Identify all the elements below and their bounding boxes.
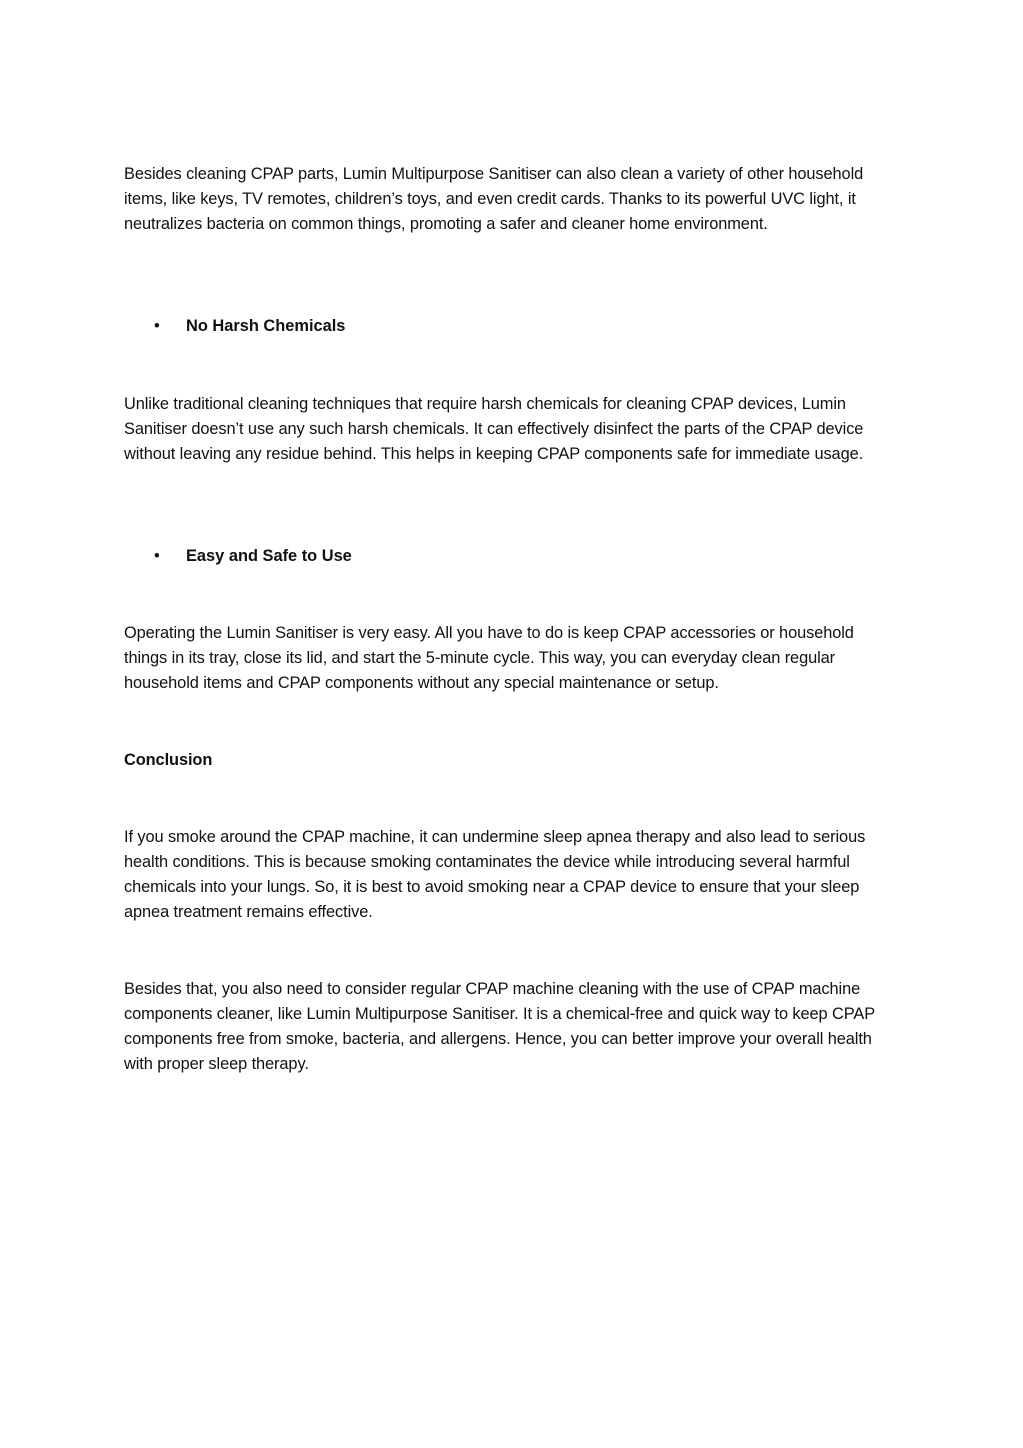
- no-harsh-chemicals-paragraph: Unlike traditional cleaning techniques that require harsh chemicals for cleaning CPAP devices, Lumin Sanitiser doesn’t use any such harsh chemicals. It can effectively disinfect the parts of the CPAP device without leaving any residue behind. This helps in keeping CPAP components safe for immediate usage.: [124, 395, 864, 463]
- bullet-label: Easy and Safe to Use: [186, 547, 352, 565]
- conclusion-paragraph-1: If you smoke around the CPAP machine, it can undermine sleep apnea therapy and also lead to serious health conditions. This is because smoking contaminates the device while introducing several harmful chemicals into your lungs. So, it is best to avoid smoking near a CPAP device to ensure that your sleep apnea treatment remains effective.: [124, 828, 866, 921]
- easy-and-safe-paragraph: Operating the Lumin Sanitiser is very easy. All you have to do is keep CPAP accessories or household things in its tray, close its lid, and start the 5-minute cycle. This way, you can everyday clean regular household items and CPAP components without any special maintenance or setup.: [124, 624, 854, 692]
- bullet-label: No Harsh Chemicals: [186, 317, 346, 335]
- bullet-icon: •: [154, 547, 160, 565]
- intro-paragraph: Besides cleaning CPAP parts, Lumin Multipurpose Sanitiser can also clean a variety of other household items, like keys, TV remotes, children’s toys, and even credit cards. Thanks to its powerful UVC light, it neutralizes bacteria on common things, promoting a safer and cleaner home environment.: [124, 165, 864, 233]
- conclusion-paragraph-2: Besides that, you also need to consider regular CPAP machine cleaning with the use of CPAP machine components cleaner, like Lumin Multipurpose Sanitiser. It is a chemical-free and quick way to keep CPAP components free from smoke, bacteria, and allergens. Hence, you can better improve your overall health with proper sleep therapy.: [124, 980, 875, 1073]
- conclusion-heading: Conclusion: [124, 751, 213, 769]
- bullet-icon: •: [154, 317, 160, 335]
